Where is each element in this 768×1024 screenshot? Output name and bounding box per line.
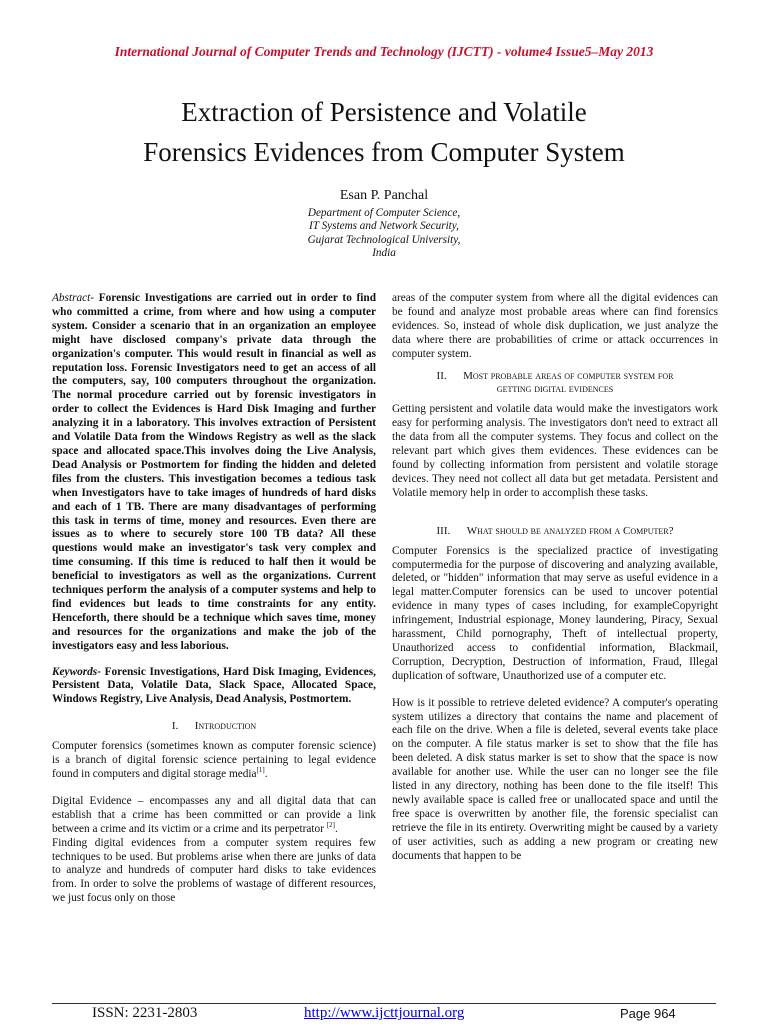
affiliation-line: IT Systems and Network Security, [309, 220, 459, 233]
intro-paragraph-2-text: Digital Evidence – encompasses any and all digital data that can establish that a crime has been committed or can provide a link between a crime and its victim or a crime and its perpetrator [52, 794, 376, 835]
title-line-2: Forensics Evidences from Computer System [143, 137, 625, 167]
section-title: What should be analyzed from a Computer? [466, 524, 674, 537]
right-column [392, 292, 718, 864]
footer-page-number: Page 964 [620, 1006, 676, 1021]
affiliation-line: Gujarat Technological University, [307, 233, 461, 246]
keywords-label: Keywords- [52, 665, 101, 678]
citation-ref: [2] [326, 820, 335, 829]
affiliation-line: India [372, 247, 396, 260]
section-title-line-2: getting digital evidences [496, 383, 614, 396]
left-column [52, 292, 376, 906]
section-3-paragraph-1: Computer Forensics is the specialized practice of investigating computermedia for the purpose of discovering and analyzing available, deleted, or "hidden" information that may serve as useful evidence in a legal matter.Computer forensics can be used to uncover potential evidence in many types of cases including, for exampleCopyright infringement, Industrial espionage, Money laundering, Piracy, Sexual harassment, Child pornography, Theft of intellectual property, Unauthorized access to confidential information, Blackmail, Corruption, Decryption, Destruction of information, Fraud, Illegal duplication of software, Unauthorized use of a computer etc. [392, 544, 718, 682]
footer-divider [52, 1003, 716, 1004]
journal-header: International Journal of Computer Trends and Technology (IJCTT) - volume4 Issue5–May 2013 [114, 44, 654, 59]
abstract-label: Abstract- [52, 292, 95, 304]
author-name: Esan P. Panchal [339, 188, 429, 203]
footer-journal-link[interactable]: http://www.ijcttjournal.org [304, 1005, 465, 1021]
footer-issn: ISSN: 2231-2803 [92, 1005, 198, 1021]
keywords [52, 666, 376, 708]
section-2-paragraph: Getting persistent and volatile data would make the investigators work easy for performing analysis. The investigators don't need to extract all the data from all the computer systems. They focus and collect on the relevant part which gives them evidences. These evidences can be found by collecting information from persistent and volatile storage devices. They need not collect all data but get metadata. Persistent and Volatile memory help in order to accomplish these tasks. [392, 403, 718, 499]
keywords-text: Forensic Investigations, Hard Disk Imaging, Evidences, Persistent Data, Volatile Data, Slack Space, Allocated Space, Windows Registry, Live Analysis, Dead Analysis, Postmortem. [52, 665, 377, 706]
section-title-line-1: Most probable areas of computer system for [463, 369, 674, 382]
section-3-paragraph-2: How is it possible to retrieve deleted evidence? A computer's operating system utilizes a directory that contains the name and placement of each file on the drive. When a file is deleted, several events take place on the computer. A file status marker is set to show that the file has been deleted. A disk status marker is set to show that the space is now available for another use. While the user can no longer see the file listed in any directory, nothing has been done to the file itself! This newly available space is called free or unallocated space and until the free space is overwritten by another file, the forensic specialist can retrieve the file in its entirety. Overwriting might be caused by a variety of user activities, such as adding a new program or creating new documents that happen to be [392, 696, 718, 862]
title-line-1: Extraction of Persistence and Volatile [181, 97, 587, 127]
right-intro-paragraph: areas of the computer system from where all the digital evidences can be found and analyze most probable areas where can find forensics evidences. So, instead of whole disk duplication, we just analyze the data where there are probabilities of crime or attack occurrences in computer system. [392, 292, 718, 360]
section-heading-introduction [52, 720, 376, 734]
section-heading-probable-areas [392, 370, 718, 384]
paper-title [60, 92, 708, 172]
abstract [52, 292, 376, 654]
abstract-text: Forensic Investigations are carried out in order to find who committed a crime, from where and how using a computer system. Consider a scenario that in an organization an employee might have disclosed company's private data through the organization's computer. This would result in financial as well as reputation loss. Forensic Investigators need to get an access of all the computers, say, 100 computers throughout the organization. The normal procedure carried out by forensic investigators in order to collect the Evidences is Hard Disk Imaging and further analyzing it in a laboratory. This involves extraction of Persistent and Volatile Data from the Windows Registry as well as the slack space and allocated space.This involves doing the Live Analysis, Dead Analysis or Postmortem for finding the hidden and deleted files from the clusters. This investigation becomes a tedious task when Investigators have to take images of hundreds of hard disks and each of 1 TB. There are many disadvantages of performing this task in terms of time, money and resources. Even there are issues as to where to securely store 100 TB data? All these questions would make an investigator's task very complex and time consuming. If this time is reduced to half then it would be beneficial to investigators as well as the organizations. Current techniques perform the analysis of a computer systems and help to find evidences but leads to time constraints for any entity. Henceforth, there should be a technique which saves time, money and resources for the organizations and make the job of the investigators easy and less laborious. [52, 292, 377, 652]
section-number: II. [436, 369, 447, 382]
intro-paragraph-3: Finding digital evidences from a computer system requires few techniques to be used. But problems arise when there are junks of data to analyze and hundreds of computer hard disks to take evidences from. In order to solve the problems of wastage of different resources, we just focus only on those [52, 836, 376, 905]
section-title: Introduction [194, 720, 257, 733]
intro-paragraph-2: Digital Evidence – encompasses any and all digital data that can establish that a crime has been committed or can provide a link between a crime and its victim or a crime and its perpetrator [2]. [52, 794, 376, 835]
affiliation-line: Department of Computer Science, [307, 207, 461, 219]
section-number: I. [171, 720, 179, 733]
citation-ref: [1] [256, 766, 265, 775]
section-number: III. [436, 524, 451, 537]
intro-paragraph-1-text: Computer forensics (sometimes known as computer forensic science) is a branch of digital forensic science pertaining to legal evidence found in computers and digital storage media [52, 740, 376, 780]
section-heading-what-to-analyze [392, 525, 718, 539]
author-affiliation [0, 207, 768, 261]
intro-paragraph-1: Computer forensics (sometimes known as computer forensic science) is a branch of digital forensic science pertaining to legal evidence found in computers and digital storage media[1]. [52, 740, 376, 780]
